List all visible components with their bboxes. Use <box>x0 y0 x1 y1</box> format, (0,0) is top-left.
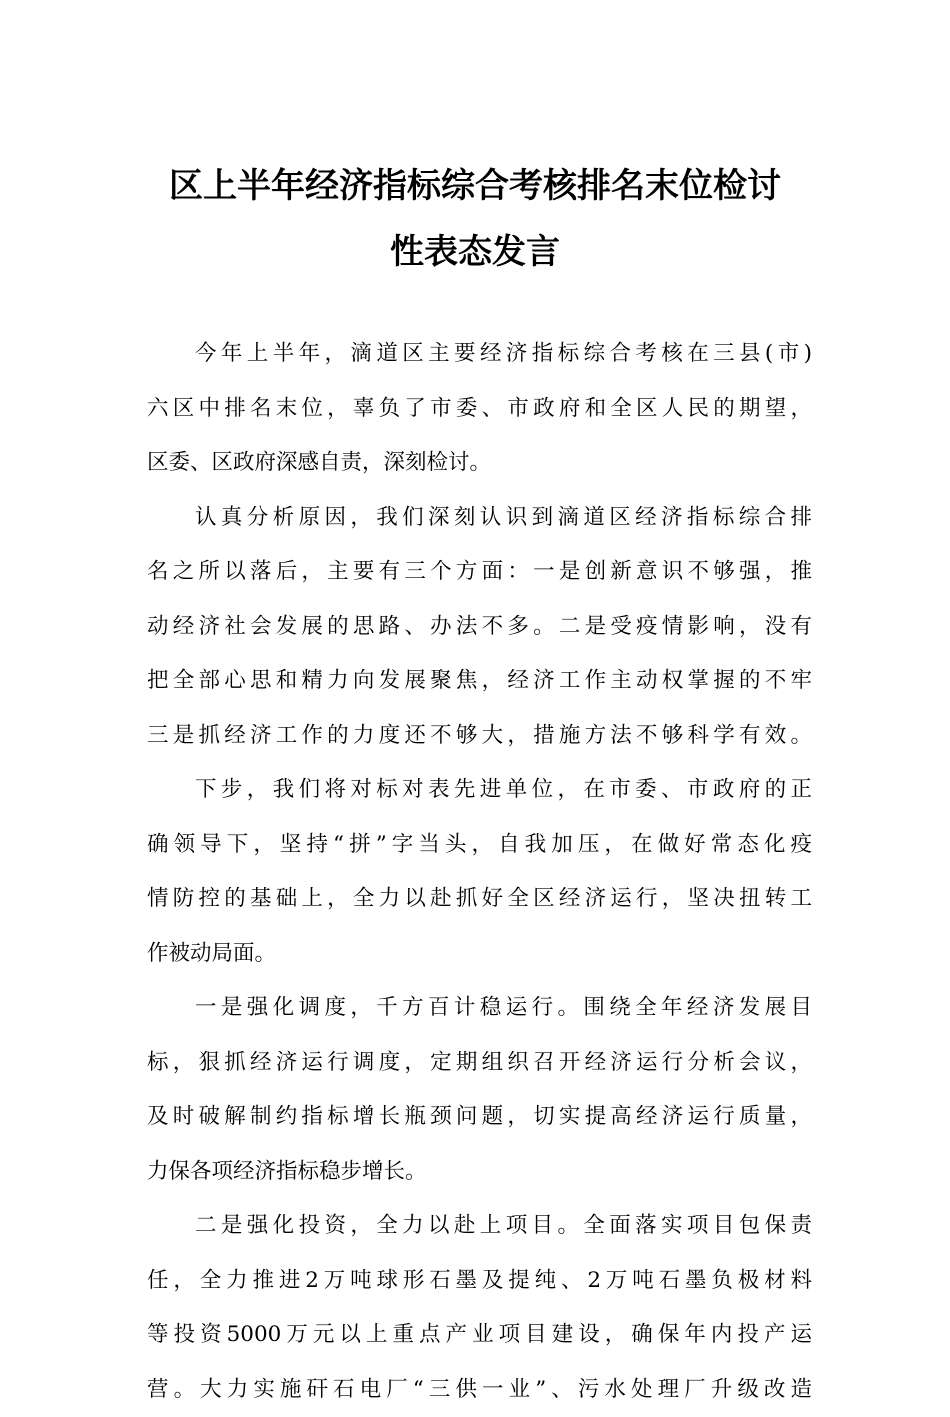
body-line-6: 动经济社会发展的思路、办法不多。二是受疫情影响，没有 <box>147 600 812 655</box>
body-line-20: 营。大力实施矸石电厂“三供一业”、污水处理厂升级改造 <box>147 1363 812 1417</box>
body-line-17: 二是强化投资，全力以赴上项目。全面落实项目包保责 <box>147 1199 812 1254</box>
body-line-7: 把全部心思和精力向发展聚焦，经济工作主动权掌握的不牢 <box>147 654 812 709</box>
document-body <box>147 327 812 1417</box>
body-line-18: 任，全力推进2万吨球形石墨及提纯、2万吨石墨负极材料 <box>147 1254 812 1309</box>
body-line-19: 等投资5000万元以上重点产业项目建设，确保年内投产运 <box>147 1308 812 1363</box>
body-line-11: 情防控的基础上，全力以赴抓好全区经济运行，坚决扭转工 <box>147 872 812 927</box>
body-line-13: 一是强化调度，千方百计稳运行。围绕全年经济发展目 <box>147 981 812 1036</box>
body-line-14: 标，狠抓经济运行调度，定期组织召开经济运行分析会议， <box>147 1036 812 1091</box>
body-line-5: 名之所以落后，主要有三个方面：一是创新意识不够强，推 <box>147 545 812 600</box>
body-line-3: 区委、区政府深感自责，深刻检讨。 <box>147 436 812 491</box>
body-line-4: 认真分析原因，我们深刻认识到滴道区经济指标综合排 <box>147 491 812 546</box>
body-line-15: 及时破解制约指标增长瓶颈问题，切实提高经济运行质量， <box>147 1090 812 1145</box>
body-line-2: 六区中排名末位，辜负了市委、市政府和全区人民的期望， <box>147 382 812 437</box>
body-line-8: 三是抓经济工作的力度还不够大，措施方法不够科学有效。 <box>147 709 812 764</box>
body-line-16: 力保各项经济指标稳步增长。 <box>147 1145 812 1200</box>
body-line-1: 今年上半年，滴道区主要经济指标综合考核在三县(市) <box>147 327 812 382</box>
document-title-line-1: 区上半年经济指标综合考核排名末位检讨 <box>145 166 805 206</box>
body-line-12: 作被动局面。 <box>147 927 812 982</box>
body-line-9: 下步，我们将对标对表先进单位，在市委、市政府的正 <box>147 763 812 818</box>
body-line-10: 确领导下，坚持“拼”字当头，自我加压，在做好常态化疫 <box>147 818 812 873</box>
document-title-line-2: 性表态发言 <box>145 232 805 272</box>
